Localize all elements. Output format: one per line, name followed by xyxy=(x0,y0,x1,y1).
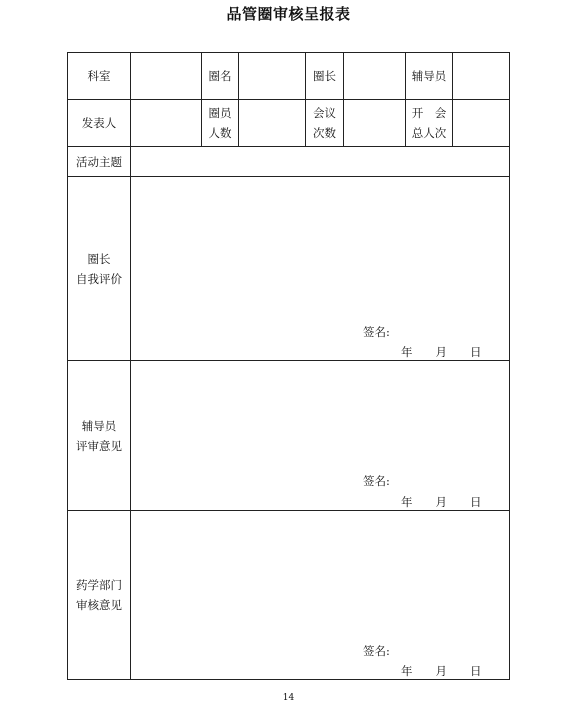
attendance-total-label xyxy=(406,100,452,146)
date-line: 年 月 日 xyxy=(401,345,482,359)
section-label-line2: 审核意见 xyxy=(76,598,122,612)
section-label-line2: 评审意见 xyxy=(76,438,122,453)
section-label-line1: 药学部门 xyxy=(76,578,122,592)
pharmacy-audit-field[interactable] xyxy=(131,511,509,679)
section-label-line1: 圈长 xyxy=(87,251,111,266)
advisor-review-field[interactable] xyxy=(131,361,509,510)
member-count-label-line1: 圈员 xyxy=(208,106,232,120)
date-line: 年 月 日 xyxy=(401,495,482,509)
advisor-label: 辅导员 xyxy=(411,69,447,83)
member-count-label-line2: 人数 xyxy=(208,126,232,140)
circle-name-field[interactable] xyxy=(239,53,305,99)
department-field[interactable] xyxy=(131,53,201,99)
signature-label: 签名: xyxy=(363,325,390,339)
presenter-field[interactable] xyxy=(131,100,201,146)
activity-theme-label: 活动主题 xyxy=(76,154,122,169)
section-label-line2: 自我评价 xyxy=(76,271,122,286)
attendance-total-field[interactable] xyxy=(453,100,509,146)
advisor-field[interactable] xyxy=(453,53,509,99)
date-line: 年 月 日 xyxy=(401,664,482,678)
leader-self-evaluation-label xyxy=(68,177,130,360)
meeting-count-label-line2: 次数 xyxy=(313,126,336,140)
circle-name-label: 圈名 xyxy=(208,69,232,83)
advisor-review-label xyxy=(68,361,130,510)
signature-label: 签名: xyxy=(363,474,390,488)
section-label-line1: 辅导员 xyxy=(81,418,117,433)
pharmacy-audit-label xyxy=(68,511,130,679)
review-form-table xyxy=(67,52,510,680)
signature-label: 签名: xyxy=(363,644,390,658)
member-count-field[interactable] xyxy=(239,100,305,146)
page-title: 品管圈审核呈报表 xyxy=(226,5,351,23)
presenter-label: 发表人 xyxy=(81,116,117,130)
attendance-total-label-line2: 总人次 xyxy=(411,126,447,140)
member-count-label xyxy=(202,100,238,146)
circle-leader-label: 圈长 xyxy=(313,69,336,83)
page-number: 14 xyxy=(282,693,295,703)
meeting-count-field[interactable] xyxy=(344,100,405,146)
meeting-count-label xyxy=(306,100,343,146)
activity-theme-field[interactable] xyxy=(131,147,509,176)
department-label: 科室 xyxy=(87,69,111,83)
attendance-total-label-line1: 开 会 xyxy=(411,106,447,120)
circle-leader-field[interactable] xyxy=(344,53,405,99)
meeting-count-label-line1: 会议 xyxy=(313,106,336,120)
leader-self-evaluation-field[interactable] xyxy=(131,177,509,360)
